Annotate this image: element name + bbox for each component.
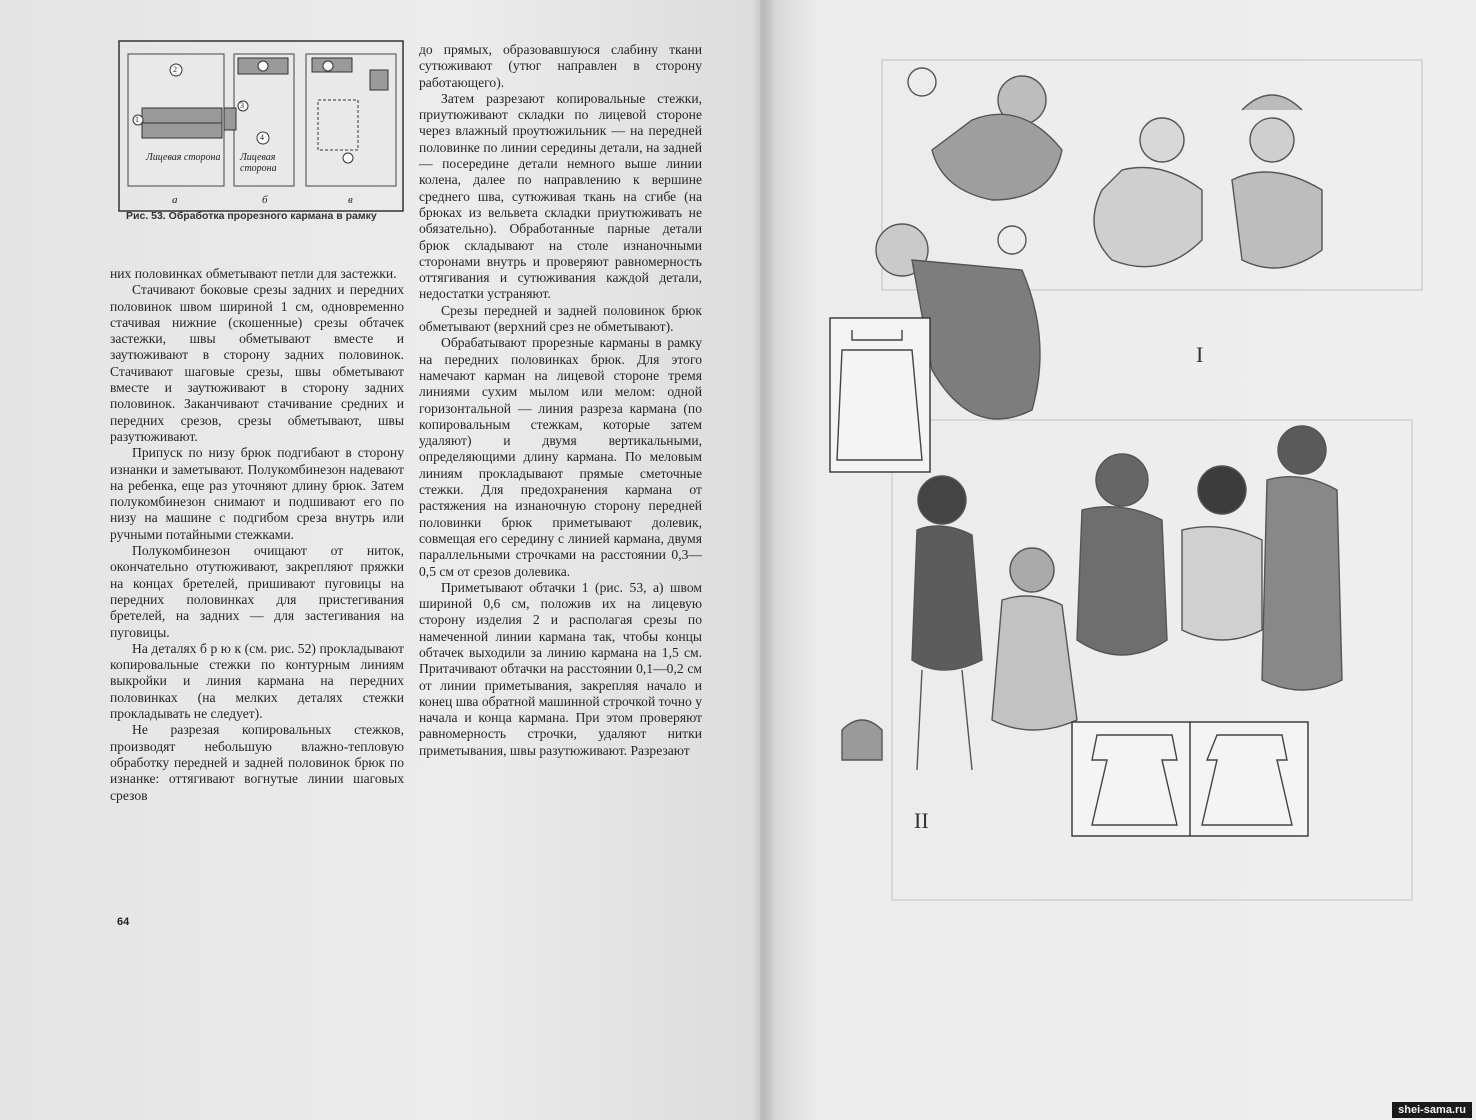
paragraph: Не разрезая копировальных стежков, производят небольшую влажно-тепловую обработку передней и задней половинок брюк по изнанке: оттягивают вогнутые линии шаговых срезов (110, 722, 404, 803)
paragraph: На деталях б р ю к (см. рис. 52) прокладывают копировальные стежки по контурным линиям выкройки и линия кармана на передних половинках (на мелких деталях стежки прокладывать не следует). (110, 640, 404, 722)
paragraph: Приметывают обтачки 1 (рис. 53, а) швом шириной 0,6 см, положив их на лицевую сторону изделия 2 и располагая срезы по намеченной линии кармана так, чтобы концы обтачек выходили за линию кармана на 1,5 см. Притачивают обтачки на расстоянии 0,1—0,2 см от линии приметывания, закрепляя начало и конец шва обратной машинной строчкой точно у начала и конца кармана. При этом проверяют равномерность строчки, удаляют нитки приметывания, швы разутюживают. Разрезают (419, 579, 702, 758)
paragraph: до прямых, образовавшуюся слабину ткани сутюживают (утюг направлен в сторону работающего). (419, 42, 702, 90)
figure-label-a: Лицевая сторона (146, 152, 221, 163)
group-label-i: I (1196, 342, 1204, 367)
figure-letter-a: а (172, 194, 178, 206)
paragraph: Обрабатывают прорезные карманы в рамку на передних половинках брюк. Для этого намечают карман на лицевой стороне тремя линиями сухим мылом или мелом: одной горизонтальной — линия разреза кармана (по копировальным стежкам, которые затем удаляют) и двумя вертикальными, определяющими длину кармана. По меловым линиям прокладывают прямые сметочные стежки. Для предохранения кармана от растяжения на изнаночную сторону передней половинки брюк приметывают долевик, совмещая его середину с линией кармана, двумя параллельными строчками на расстоянии 0,3—0,5 см от срезов долевика. (419, 335, 702, 579)
paragraph: Припуск по низу брюк подгибают в сторону изнанки и заметывают. Полукомбинезон надевают на ребенка, еще раз уточняют длину брюк. Затем полукомбинезон снимают и подшивают его по низу на машине с подгибом среза внутрь или ручными потайными стежками. (110, 445, 404, 542)
figure-num-4: 4 (260, 133, 264, 142)
paragraph: Затем разрезают копировальные стежки, приутюживают складки по лицевой стороне через влажный проутюжильник — на передней половинке по линии середины детали, на задней — посередине детали немного выше линии колена, далее по направлению к вершине среднего шва, сутюживая ткань на сгибе (на брюках из вельвета складки приутюживать не обязательно). Обработанные парные детали брюк складывают на столе изнаночными сторонами внутрь и проверяют равномерность оттягивания и сутюживания каждой детали, недостатки устраняют. (419, 90, 702, 302)
page-number: 64 (117, 916, 130, 928)
paragraph: них половинках обметывают петли для застежки. (110, 266, 397, 281)
book-gutter (752, 0, 776, 1120)
illustration-drawing (822, 40, 1442, 920)
paragraph: Срезы передней и задней половинок брюк обметывают (верхний срез не обметывают). (419, 302, 702, 335)
watermark: shei-sama.ru (1392, 1102, 1472, 1118)
left-text-column (110, 266, 404, 804)
figure-letter-b: б (262, 194, 268, 206)
figure-num-3: 3 (240, 101, 244, 110)
figure-caption: Рис. 53. Обработка прорезного кармана в рамку (126, 210, 377, 222)
paragraph: Стачивают боковые срезы задних и передних половинок швом шириной 1 см, одновременно стачивая нижние (скошенные) срезы обтачек застежки, швы обметывают вместе и заутюживают в сторону задних половинок. Стачивают шаговые срезы, швы обметывают вместе и заутюживают в сторону задних половинок. Заканчивают стачивание средних и передних срезов, срезы обметывают, швы разутюживают. (110, 282, 404, 444)
figure-53-drawing (118, 40, 404, 212)
group-label-ii: II (914, 808, 929, 833)
paragraph: Полукомбинезон очищают от ниток, окончательно отутюживают, закрепляют пряжки на концах бретелей, пришивают пуговицы на передних половинках для пристегивания бретелей, на задних — для застегивания на пуговицы. (110, 543, 404, 640)
figure-label-b: Лицевая сторона (240, 152, 277, 174)
figure-53 (118, 40, 404, 236)
figure-letter-c: в (348, 194, 353, 206)
figure-num-2: 2 (173, 65, 177, 74)
figure-num-1: 1 (135, 115, 139, 124)
children-clothing-illustration (822, 40, 1442, 920)
right-text-column (419, 42, 702, 759)
